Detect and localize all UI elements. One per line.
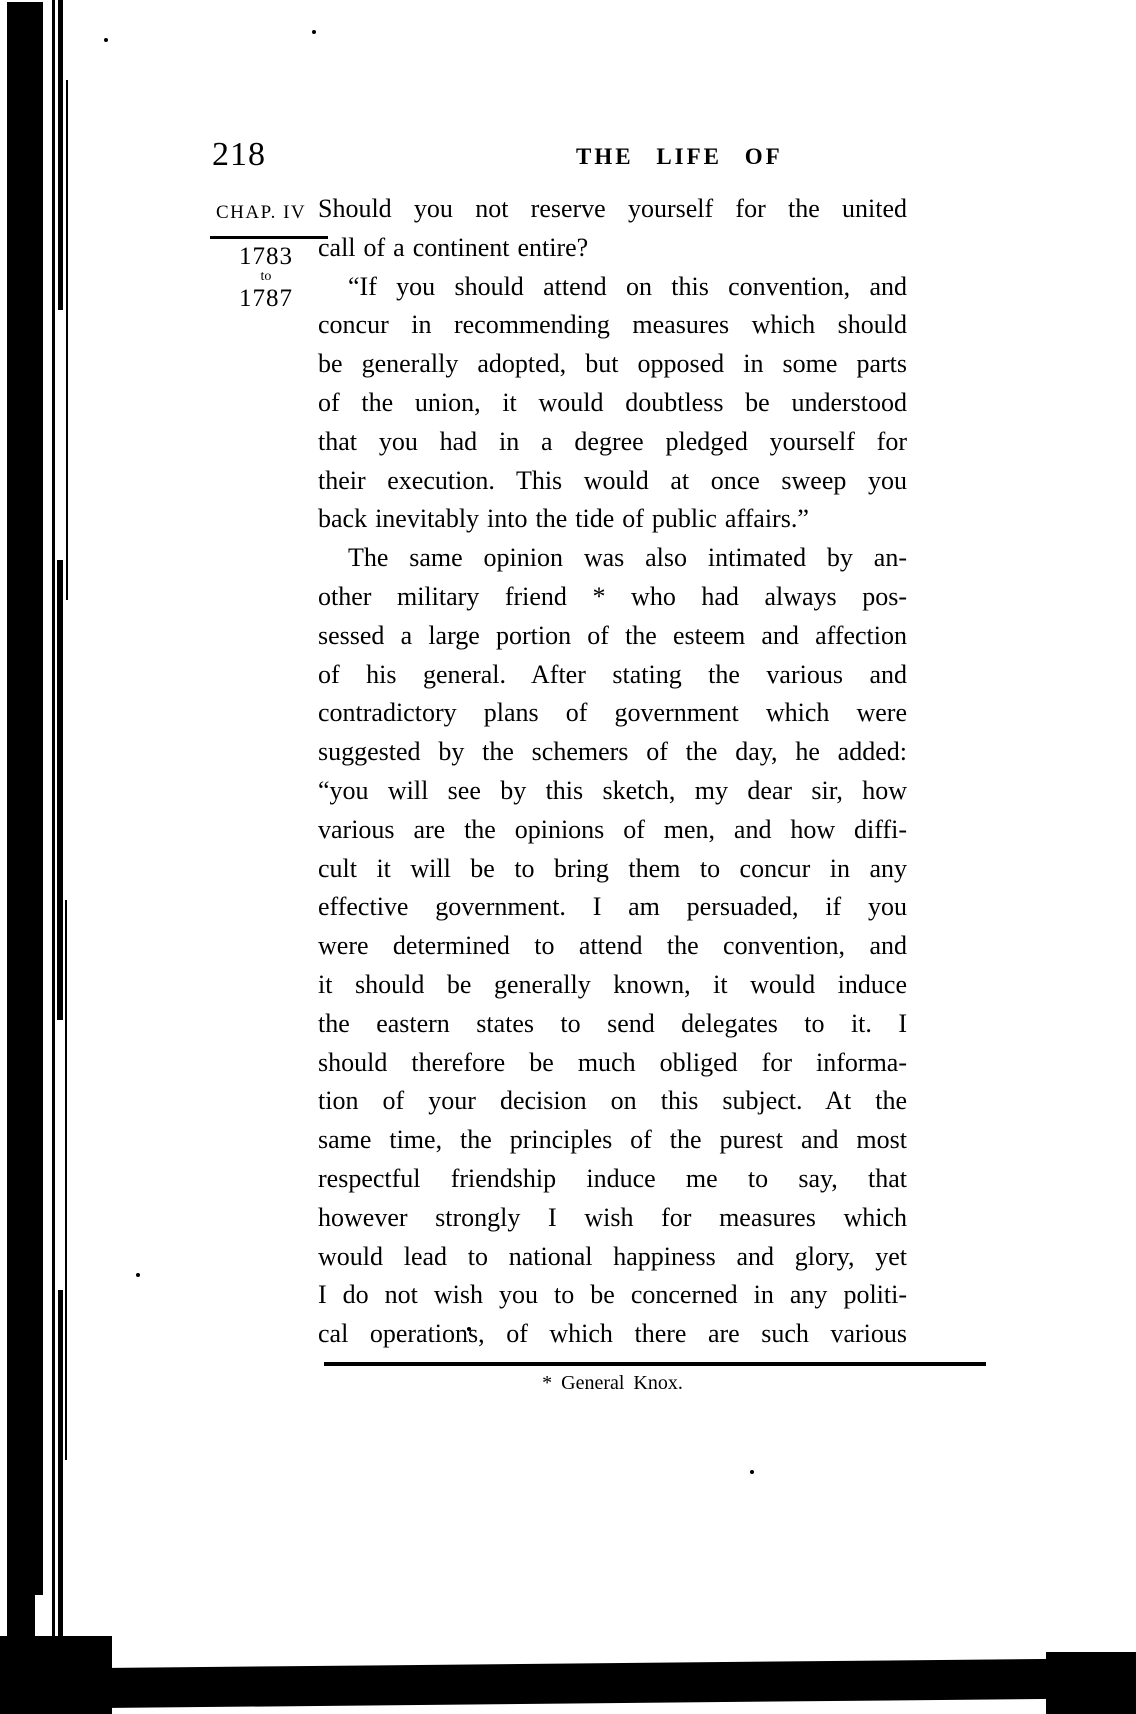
body-text-line: The same opinion was also intimated by an- (348, 543, 907, 573)
body-text (318, 190, 907, 1354)
running-head: THE LIFE OF (576, 144, 783, 169)
date-end: 1787 (239, 285, 293, 312)
date-range (206, 244, 326, 311)
body-text-line: that you had in a degree pledged yourself for (318, 426, 907, 456)
body-text-line: however strongly I wish for measures which (318, 1202, 907, 1232)
body-text-line: same time, the principles of the purest and most (318, 1125, 907, 1155)
scan-speck (312, 30, 316, 34)
body-text-line: back inevitably into the tide of public affairs.” (318, 504, 809, 534)
body-text-line: Should you not reserve yourself for the united (318, 194, 907, 223)
body-text-line: “you will see by this sketch, my dear sir, how (318, 775, 907, 805)
body-text-line: it should be generally known, it would induce (318, 969, 907, 999)
scan-speck (104, 38, 108, 42)
chapter-rule (210, 236, 328, 239)
footnote-rule (324, 1362, 986, 1366)
body-text-line: effective government. I am persuaded, if you (318, 892, 907, 922)
scan-gutter-line (65, 900, 67, 1460)
scan-speck (136, 1273, 140, 1277)
scan-gutter-line (58, 1290, 63, 1690)
chapter-label: CHAP. IV (216, 202, 307, 223)
scan-bottom-bar-right (1046, 1652, 1136, 1714)
body-text-line: their execution. This would at once sweep you (318, 465, 907, 495)
scan-speck (750, 1470, 754, 1474)
scan-gutter-line (57, 560, 63, 1020)
scan-gutter-line (52, 0, 55, 1714)
body-text-line: would lead to national happiness and glory, yet (318, 1241, 907, 1271)
page-number: 218 (212, 136, 266, 173)
body-text-line: cal operations, of which there are such various (318, 1319, 907, 1349)
date-start: 1783 (239, 243, 293, 270)
body-text-line: call of a continent entire? (318, 232, 589, 262)
body-text-line: cult it will be to bring them to concur in any (318, 853, 907, 883)
scan-bottom-bar (0, 1657, 1136, 1709)
body-text-line: suggested by the schemers of the day, he added: (318, 737, 907, 767)
footnote-text: General Knox. (561, 1372, 683, 1394)
body-text-line: tion of your decision on this subject. At the (318, 1086, 907, 1116)
body-text-line: various are the opinions of men, and how diffi- (318, 814, 907, 844)
body-text-line: respectful friendship induce me to say, that (318, 1163, 907, 1193)
body-text-line: sessed a large portion of the esteem and affection (318, 620, 907, 650)
body-text-line: I do not wish you to be concerned in any politi- (318, 1280, 907, 1310)
footnote-marker: * (542, 1372, 553, 1394)
scan-gutter-line (58, 0, 63, 310)
body-text-line: should therefore be much obliged for informa- (318, 1047, 907, 1077)
body-text-line: of his general. After stating the various and (318, 659, 907, 689)
date-to: to (260, 269, 272, 284)
body-text-line: were determined to attend the convention, and (318, 931, 907, 961)
body-text-line: of the union, it would doubtless be understood (318, 387, 907, 417)
scan-gutter-line (66, 80, 68, 600)
body-text-line: contradictory plans of government which were (318, 698, 907, 728)
scan-gutter-bar (7, 2, 43, 1670)
body-text-line: concur in recommending measures which should (318, 310, 907, 340)
body-text-line: “If you should attend on this convention, and (348, 271, 907, 301)
body-text-line: other military friend * who had always pos- (318, 581, 907, 611)
body-text-line: be generally adopted, but opposed in some parts (318, 349, 907, 379)
body-text-line: the eastern states to send delegates to it. I (318, 1008, 907, 1038)
footnote (318, 1372, 907, 1395)
